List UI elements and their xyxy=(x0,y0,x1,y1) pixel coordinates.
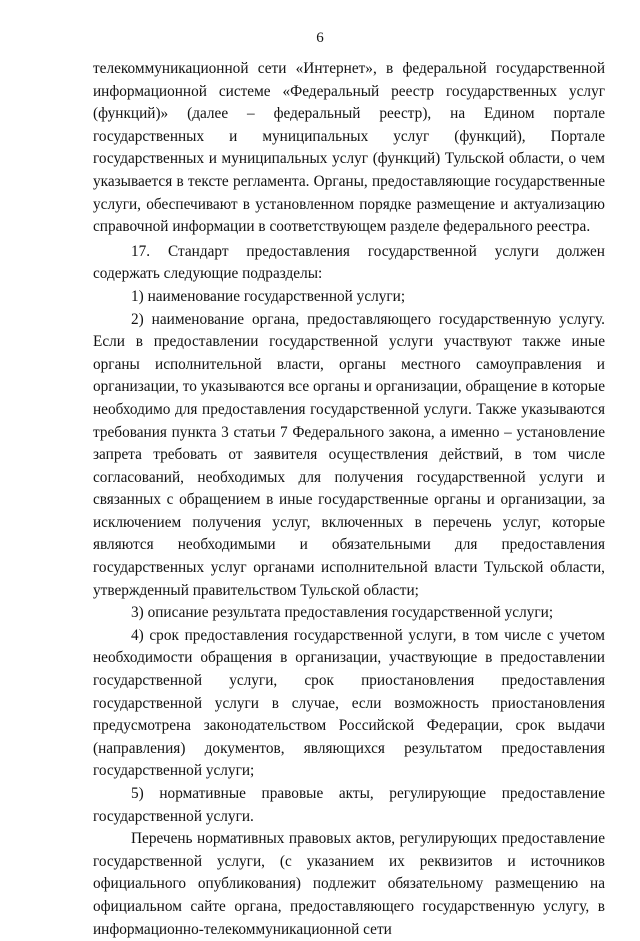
list-item-4: 4) срок предоставления государственной услуги, в том числе с учетом необходимости обращения в организации, участвующие в предоставлении государственной услуги, срок приостановления предоставления государственной услуги в случае, если возможность приостановления предусмотрена законодательством Российской Федерации, срок выдачи (направления) документов, являющихся результатом предоставления государственной услуги; xyxy=(93,626,605,780)
paragraph-item-17: 17. Стандарт предоставления государственной услуги должен содержать следующие подразделы: xyxy=(93,242,605,283)
list-item-2: 2) наименование органа, предоставляющего государственную услугу. Если в предоставлении государственной услуги участвуют также иные органы исполнительной власти, органы местного самоуправления и организации, то указываются все органы и организации, обращение в которые необходимо для предоставления государственной услуги. Также указываются требования пункта 3 статьи 7 Федерального закона, а именно – установление запрета требовать от заявителя осуществления действий, в том числе согласований, необходимых для получения государственной услуги и связанных с обращением в иные государственные органы и организации, за исключением получения услуг, включенных в перечень услуг, которые являются необходимыми и обязательными для предоставления государственных услуг органами исполнительной власти Тульской области, утвержденный правительством Тульской области; xyxy=(93,310,605,599)
paragraph-continuation: телекоммуникационной сети «Интернет», в федеральной государственной информационной системе «Федеральный реестр государственных услуг (функций)» (далее – федеральный реестр), на Едином портале государственных и муниципальных услуг (функций), Портале государственных и муниципальных услуг (функций) Тульской области, о чем указывается в тексте регламента. Органы, предоставляющие государственные услуги, обеспечивают в установленном порядке размещение и актуализацию справочной информации в соответствующем разделе федерального реестра. xyxy=(93,60,605,236)
page-number: 6 xyxy=(316,30,324,46)
list-item-5: 5) нормативные правовые акты, регулирующие предоставление государственной услуги. xyxy=(93,785,605,825)
list-item-1: 1) наименование государственной услуги; xyxy=(131,287,406,305)
paragraph-legal-acts-list: Перечень нормативных правовых актов, регулирующих предоставление государственной услуги, (с указанием их реквизитов и источников официального опубликования) подлежит обязательному размещению на официальном сайте органа, предоставляющего государственную услугу, в информационно-телекоммуникационной сети xyxy=(93,830,605,938)
list-item-3: 3) описание результата предоставления государственной услуги; xyxy=(131,604,554,622)
document-body xyxy=(93,58,605,941)
